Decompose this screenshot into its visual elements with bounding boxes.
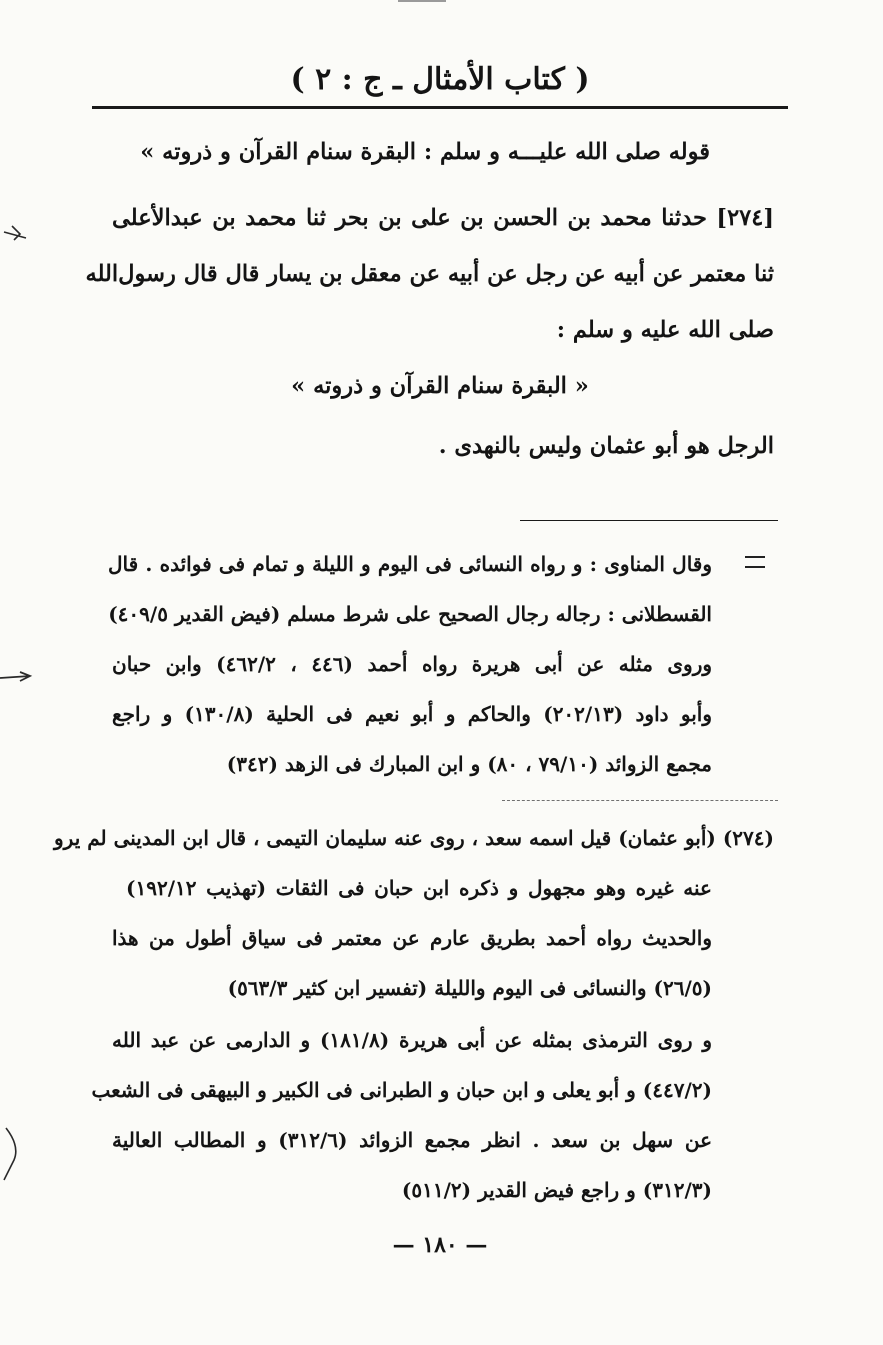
narrator-note: الرجل هو أبو عثمان وليس بالنهدى . (438, 433, 774, 459)
hadith-line-3: صلى الله عليه و سلم : (556, 317, 774, 343)
footnote2-line-4: (٢٦/٥) والنسائى فى اليوم والليلة (تفسير ابن كثير ٥٦٣/٣) (227, 976, 712, 1000)
footnote2-line-6: (٤٤٧/٢) و أبو يعلى و ابن حبان و الطبرانى فى الكبير و البيهقى فى الشعب (91, 1078, 712, 1102)
footnote2-line-7: عن سهل بن سعد . انظر مجمع الزوائد (٣١٢/٦) و المطالب العالية (112, 1128, 713, 1152)
footnote1-line-3: وروى مثله عن أبى هريرة رواه أحمد (٤٤٦ ، ٤٦٢/٢) وابن حبان (112, 652, 713, 676)
margin-pen-mark-icon (2, 222, 30, 244)
footnote2-line-8: (٣١٢/٣) و راجع فيض القدير (٥١١/٢) (401, 1178, 712, 1202)
running-header: ( كتاب الأمثال ـ ج : ٢ ) (290, 62, 590, 97)
dotted-separator (502, 800, 778, 801)
hadith-quote: « البقرة سنام القرآن و ذروته » (291, 373, 589, 399)
footnote2-line-3: والحديث رواه أحمد بطريق عارم عن معتمر فى سياق أطول من هذا (112, 926, 712, 950)
continuation-marker (745, 556, 765, 568)
footnote2-line-5: و روى الترمذى بمثله عن أبى هريرة (١٨١/٨) و الدارمى عن عبد الله (112, 1028, 712, 1052)
footnote-rule (520, 520, 778, 521)
margin-bracket-mark-icon (0, 1126, 24, 1182)
hadith-line-2: ثنا معتمر عن أبيه عن رجل عن أبيه عن معقل بن يسار قال قال رسول‌الله (85, 261, 774, 287)
page-number: — ١٨٠ — (392, 1232, 488, 1258)
footnote1-line-4: وأبو داود (٢٠٢/١٣) والحاكم و أبو نعيم فى الحلية (١٣٠/٨) و راجع (112, 702, 713, 726)
footnote1-line-1: وقال المناوى : و رواه النسائى فى اليوم و الليلة و تمام فى فوائده . قال (108, 552, 712, 576)
footnote1-line-5: مجمع الزوائد (٧٩/١٠ ، ٨٠) و ابن المبارك فى الزهد (٣٤٢) (226, 752, 712, 776)
header-rule (92, 106, 788, 109)
footnote1-line-2: القسطلانى : رجاله رجال الصحيح على شرط مسلم (فيض القدير ٤٠٩/٥) (108, 602, 712, 626)
footnote2-line-2: عنه غيره وهو مجهول و ذكره ابن حبان فى الثقات (تهذيب ١٩٢/١٢) (126, 876, 712, 900)
intro-line: قوله صلى الله عليـــه و سلم : البقرة سنام القرآن و ذروته » (140, 139, 710, 165)
footnote2-line-1: (٢٧٤) (أبو عثمان) قيل اسمه سعد ، روى عنه سليمان التيمى ، قال ابن المدينى لم يرو (54, 826, 774, 850)
hadith-line-1: [٢٧٤] حدثنا محمد بن الحسن بن على بن بحر ثنا محمد بن عبدالأعلى (112, 205, 774, 231)
margin-arrow-mark-icon (0, 668, 34, 688)
scan-top-mark (398, 0, 446, 2)
